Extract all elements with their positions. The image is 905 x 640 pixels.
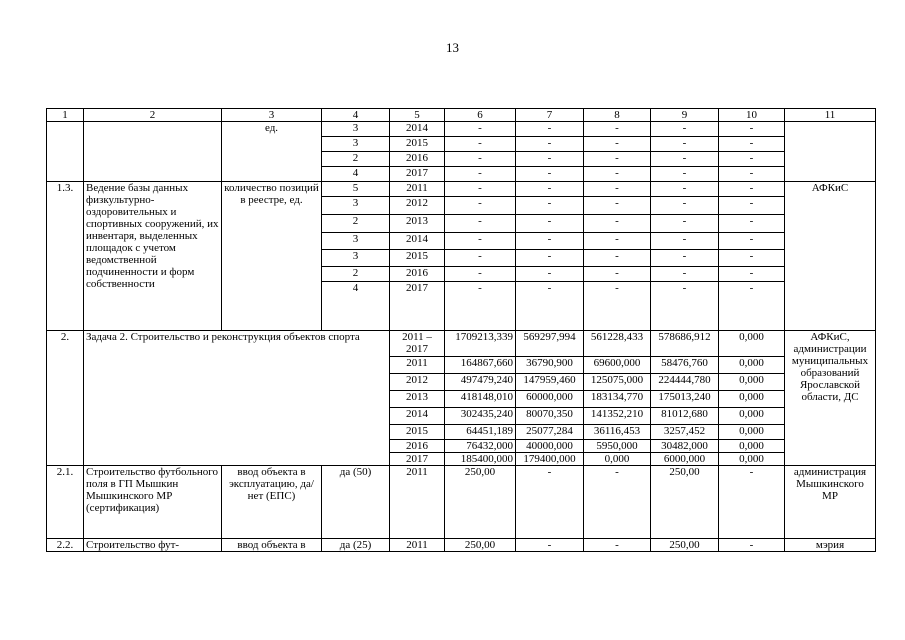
value-cell: 0,000 (719, 331, 785, 357)
value-cell: - (719, 233, 785, 250)
col4-cell: 2 (322, 267, 390, 282)
value-cell: 36790,900 (516, 357, 584, 374)
value-cell: - (584, 282, 651, 331)
header-cell: 7 (516, 109, 584, 122)
value-cell: - (584, 152, 651, 167)
page-number: 13 (446, 40, 459, 55)
value-cell: - (445, 282, 516, 331)
num-cell: 2.1. (47, 466, 84, 539)
value-cell: 175013,240 (651, 391, 719, 408)
value-cell: - (584, 539, 651, 552)
value-cell: - (445, 167, 516, 182)
value-cell: 183134,770 (584, 391, 651, 408)
value-cell: - (445, 197, 516, 215)
value-cell: 76432,000 (445, 440, 516, 453)
value-cell: - (651, 282, 719, 331)
col4-cell: 4 (322, 167, 390, 182)
value-cell: - (719, 466, 785, 539)
year-cell: 2012 (390, 197, 445, 215)
col4-cell: 3 (322, 250, 390, 267)
table-row (47, 466, 876, 539)
value-cell: - (584, 250, 651, 267)
value-cell: - (516, 267, 584, 282)
header-cell: 11 (785, 109, 876, 122)
value-cell: 224444,780 (651, 374, 719, 391)
value-cell: - (584, 233, 651, 250)
col4-cell: 4 (322, 282, 390, 331)
value-cell: - (445, 250, 516, 267)
year-cell: 2013 (390, 215, 445, 233)
value-cell: - (516, 466, 584, 539)
value-cell: - (445, 137, 516, 152)
header-cell: 9 (651, 109, 719, 122)
table-row (47, 539, 876, 552)
value-cell: - (651, 250, 719, 267)
value-cell: 5950,000 (584, 440, 651, 453)
value-cell: - (651, 122, 719, 137)
num-cell: 2.2. (47, 539, 84, 552)
value-cell: - (516, 282, 584, 331)
value-cell: - (516, 250, 584, 267)
table-row (47, 331, 876, 357)
value-cell: 0,000 (719, 440, 785, 453)
year-cell: 2016 (390, 267, 445, 282)
value-cell: - (719, 197, 785, 215)
value-cell: - (516, 137, 584, 152)
header-row (47, 109, 876, 122)
value-cell: 569297,994 (516, 331, 584, 357)
value-cell: 25077,284 (516, 425, 584, 440)
year-cell: 2015 (390, 250, 445, 267)
value-cell: 250,00 (445, 539, 516, 552)
col4-cell: 5 (322, 182, 390, 197)
value-cell: - (719, 137, 785, 152)
value-cell: 0,000 (719, 425, 785, 440)
value-cell: 0,000 (719, 453, 785, 466)
value-cell: - (445, 122, 516, 137)
value-cell: - (651, 197, 719, 215)
header-cell: 4 (322, 109, 390, 122)
table-row (47, 122, 876, 137)
value-cell: - (516, 167, 584, 182)
value-cell: - (516, 182, 584, 197)
value-cell: 179400,000 (516, 453, 584, 466)
value-cell: - (445, 182, 516, 197)
unit-cell: ед. (222, 122, 322, 182)
program-table (46, 108, 876, 552)
value-cell: 0,000 (584, 453, 651, 466)
value-cell: - (719, 282, 785, 331)
executor-cell: АФКиС, администрации муниципальных образований Ярославской области, ДС (785, 331, 876, 466)
col4-cell: да (25) (322, 539, 390, 552)
year-cell: 2015 (390, 425, 445, 440)
year-cell: 2011 – 2017 (390, 331, 445, 357)
executor-cell: мэрия (785, 539, 876, 552)
value-cell: - (516, 122, 584, 137)
value-cell: 164867,660 (445, 357, 516, 374)
year-cell: 2017 (390, 453, 445, 466)
col4-cell: 3 (322, 137, 390, 152)
value-cell: 125075,000 (584, 374, 651, 391)
value-cell: 40000,000 (516, 440, 584, 453)
indicator-cell: ввод объекта в эксплуатацию, да/ нет (ЕПС) (222, 466, 322, 539)
value-cell: 0,000 (719, 374, 785, 391)
year-cell: 2012 (390, 374, 445, 391)
value-cell: 302435,240 (445, 408, 516, 425)
value-cell: - (516, 152, 584, 167)
value-cell: - (719, 215, 785, 233)
num-cell (47, 122, 84, 182)
col4-cell: 3 (322, 233, 390, 250)
value-cell: 578686,912 (651, 331, 719, 357)
value-cell: - (719, 182, 785, 197)
value-cell: 60000,000 (516, 391, 584, 408)
value-cell: - (651, 167, 719, 182)
value-cell: - (719, 122, 785, 137)
header-cell: 6 (445, 109, 516, 122)
value-cell: - (445, 152, 516, 167)
col4-cell: 3 (322, 197, 390, 215)
value-cell: 0,000 (719, 357, 785, 374)
year-cell: 2011 (390, 357, 445, 374)
value-cell: - (584, 267, 651, 282)
value-cell: - (719, 267, 785, 282)
name-cell: Строительство футбольного поля в ГП Мышкин Мышкинского МР (сертификация) (84, 466, 222, 539)
year-cell: 2011 (390, 182, 445, 197)
year-cell: 2017 (390, 282, 445, 331)
header-cell: 3 (222, 109, 322, 122)
value-cell: 250,00 (651, 539, 719, 552)
year-cell: 2016 (390, 152, 445, 167)
num-cell: 1.3. (47, 182, 84, 331)
value-cell: 497479,240 (445, 374, 516, 391)
year-cell: 2014 (390, 408, 445, 425)
executor-cell (785, 122, 876, 182)
col4-cell: 2 (322, 215, 390, 233)
value-cell: - (584, 167, 651, 182)
value-cell: 418148,010 (445, 391, 516, 408)
value-cell: 6000,000 (651, 453, 719, 466)
year-cell: 2017 (390, 167, 445, 182)
executor-cell: администрация Мышкинского МР (785, 466, 876, 539)
value-cell: - (651, 233, 719, 250)
header-cell: 1 (47, 109, 84, 122)
year-cell: 2013 (390, 391, 445, 408)
value-cell: 36116,453 (584, 425, 651, 440)
value-cell: - (516, 215, 584, 233)
value-cell: - (651, 267, 719, 282)
value-cell: 185400,000 (445, 453, 516, 466)
value-cell: 0,000 (719, 408, 785, 425)
header-cell: 5 (390, 109, 445, 122)
value-cell: 250,00 (651, 466, 719, 539)
header-cell: 10 (719, 109, 785, 122)
value-cell: - (651, 137, 719, 152)
value-cell: - (719, 539, 785, 552)
value-cell: - (445, 233, 516, 250)
value-cell: - (516, 197, 584, 215)
name-cell (84, 122, 222, 182)
name-cell: Строительство фут- (84, 539, 222, 552)
year-cell: 2011 (390, 466, 445, 539)
value-cell: 81012,680 (651, 408, 719, 425)
value-cell: 250,00 (445, 466, 516, 539)
col4-cell: 3 (322, 122, 390, 137)
value-cell: - (719, 167, 785, 182)
value-cell: 1709213,339 (445, 331, 516, 357)
value-cell: 3257,452 (651, 425, 719, 440)
value-cell: - (445, 215, 516, 233)
value-cell: - (719, 250, 785, 267)
value-cell: 561228,433 (584, 331, 651, 357)
value-cell: - (584, 197, 651, 215)
value-cell: 147959,460 (516, 374, 584, 391)
value-cell: - (651, 215, 719, 233)
value-cell: - (584, 215, 651, 233)
value-cell: - (516, 233, 584, 250)
value-cell: - (651, 152, 719, 167)
value-cell: - (516, 539, 584, 552)
indicator-cell: количество позиций в реестре, ед. (222, 182, 322, 331)
value-cell: - (584, 182, 651, 197)
name-cell: Ведение базы данных физкультурно-оздоровительных и спортивных сооружений, их инвентаря, выделенных площадок с учетом ведомственной подчиненности и форм собственности (84, 182, 222, 331)
value-cell: 80070,350 (516, 408, 584, 425)
indicator-cell: ввод объекта в (222, 539, 322, 552)
year-cell: 2011 (390, 539, 445, 552)
header-cell: 8 (584, 109, 651, 122)
year-cell: 2014 (390, 122, 445, 137)
year-cell: 2014 (390, 233, 445, 250)
value-cell: - (719, 152, 785, 167)
task-name-cell: Задача 2. Строительство и реконструкция объектов спорта (84, 331, 390, 466)
num-cell: 2. (47, 331, 84, 466)
value-cell: 64451,189 (445, 425, 516, 440)
value-cell: 141352,210 (584, 408, 651, 425)
value-cell: - (445, 267, 516, 282)
table-row (47, 182, 876, 197)
col4-cell: 2 (322, 152, 390, 167)
value-cell: - (584, 137, 651, 152)
col4-cell: да (50) (322, 466, 390, 539)
value-cell: - (651, 182, 719, 197)
header-cell: 2 (84, 109, 222, 122)
value-cell: - (584, 122, 651, 137)
executor-cell: АФКиС (785, 182, 876, 331)
value-cell: 58476,760 (651, 357, 719, 374)
value-cell: 30482,000 (651, 440, 719, 453)
value-cell: - (584, 466, 651, 539)
value-cell: 0,000 (719, 391, 785, 408)
year-cell: 2015 (390, 137, 445, 152)
value-cell: 69600,000 (584, 357, 651, 374)
year-cell: 2016 (390, 440, 445, 453)
